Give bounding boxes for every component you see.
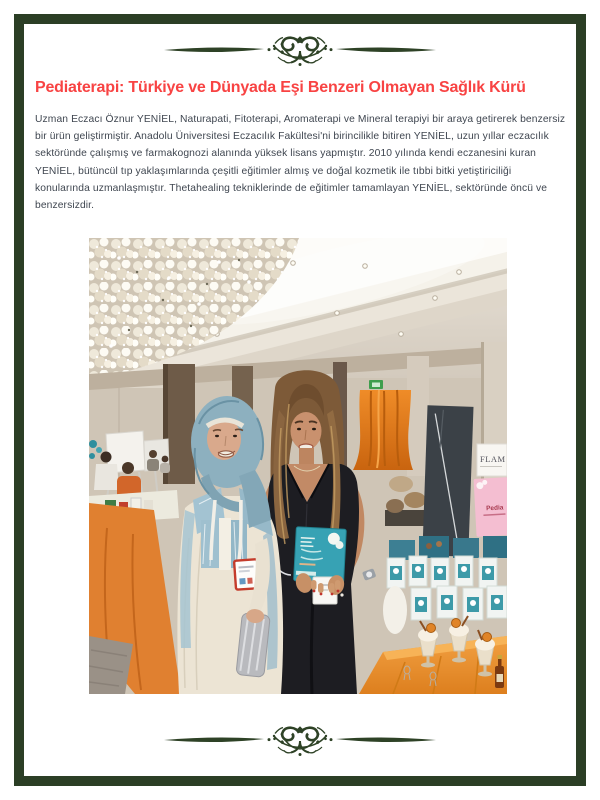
- article-paragraph: Uzman Eczacı Öznur YENİEL, Naturapati, Fitoterapi, Aromaterapi ve Mineral terapiyi bir araya getirerek benzersiz bir ürün geliştirmiştir. Anadolu Üniversitesi Eczacılık Fakültesi'ni birincilikle bitiren YENİEL, uzun yıllar eczacılık sektöründe çalışmış ve farmakognozi alanında yüksek lisans yapmıştır. 2010 yılında kendi eczanesini kuran YENİEL, bütüncül tıp yaklaşımlarında çeşitli eğitimler almış ve doğal kozmetik ile tıbbi bitki yetiştiriciliği konularında uzmanlaşmıştır. Thetahealing tekniklerinde de eğitimler tamamlayan YENİEL, sektöründe öncü ve benzersizdir.: [35, 114, 566, 212]
- photo-flam-sign: [477, 444, 507, 476]
- page-frame: [14, 14, 586, 786]
- article-title: Pediaterapi: Türkiye ve Dünyada Eşi Benzeri Olmayan Sağlık Kürü: [35, 79, 526, 96]
- photo-exit-sign: [369, 380, 383, 389]
- flourish-divider-bottom-icon: [162, 720, 438, 760]
- pink-sign-label: Pedia: [485, 504, 504, 513]
- photo-tissue-paper: [383, 586, 407, 634]
- event-photo-illustration: [89, 238, 507, 694]
- photo-orange-curtain: [353, 390, 413, 470]
- page-content: [24, 24, 576, 776]
- article-photo: [89, 238, 507, 694]
- photo-rollup-banner: [422, 405, 473, 557]
- photo-pink-sign: [474, 477, 507, 537]
- flourish-divider-top-icon: [162, 30, 438, 70]
- flam-sign-label: FLAM: [480, 454, 506, 464]
